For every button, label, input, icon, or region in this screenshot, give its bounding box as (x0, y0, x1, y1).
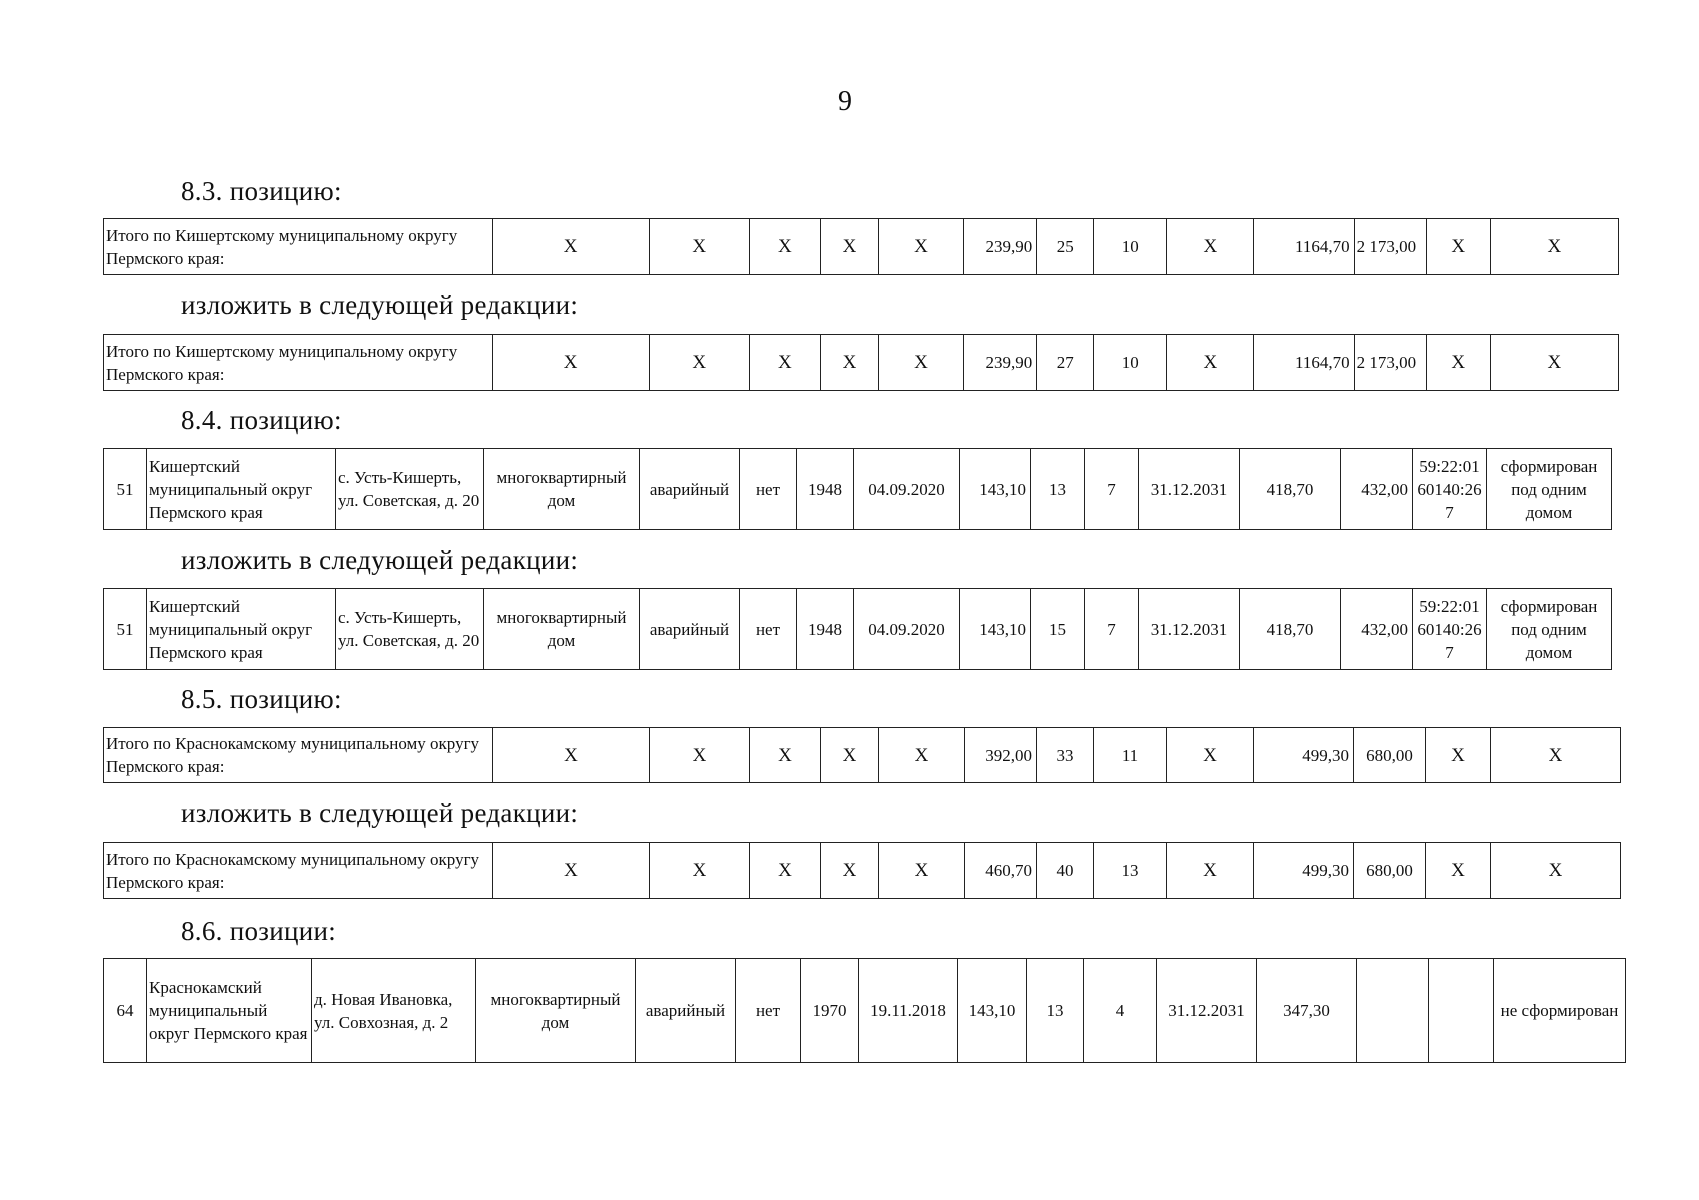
table-row (104, 449, 1612, 530)
cell-address: с. Усть-Кишерть, ул. Советская, д. 20 (336, 449, 484, 530)
table-8-3-new (103, 334, 1619, 391)
cell: X (492, 219, 649, 275)
cell-row-number: 51 (104, 589, 147, 670)
table-row (104, 728, 1621, 783)
cell-value: 499,30 (1254, 843, 1354, 899)
cell-value: 347,30 (1257, 959, 1357, 1063)
table-8-6 (103, 958, 1626, 1063)
cell: X (821, 843, 879, 899)
heading-8-6: 8.6. позиции: (181, 916, 337, 946)
cell-building-type: многоквартирный дом (476, 959, 636, 1063)
cell-total-label: Итого по Кишертскому муниципальному округу Пермского края: (104, 335, 493, 391)
cell-land-status: сформирован под одним домом (1487, 449, 1612, 530)
cell-apartments: 4 (1084, 959, 1157, 1063)
cell-total-label: Итого по Кишертскому муниципальному округу Пермского края: (104, 219, 493, 275)
cell-apartments: 11 (1094, 728, 1167, 783)
cell-date: 04.09.2020 (854, 589, 960, 670)
cell: X (1490, 335, 1618, 391)
cell: X (749, 335, 820, 391)
cell-year: 1948 (797, 589, 854, 670)
cell-land-status: сформирован под одним домом (1487, 589, 1612, 670)
cell: нет (740, 589, 797, 670)
cell-area: 460,70 (965, 843, 1037, 899)
cell: X (1426, 219, 1490, 275)
cell-cadastral-number: 59:22:0160140:267 (1413, 449, 1487, 530)
cell: X (1167, 728, 1254, 783)
cell: X (1167, 843, 1254, 899)
cell-value: 2 173,00 (1354, 335, 1426, 391)
cell-area: 239,90 (964, 335, 1037, 391)
cell-cadastral-number: 59:22:0160140:267 (1413, 589, 1487, 670)
cell-land-status: не сформирован (1494, 959, 1626, 1063)
cell-year: 1948 (797, 449, 854, 530)
cell: X (1491, 843, 1621, 899)
table-8-4-new (103, 588, 1612, 670)
table-row (104, 219, 1619, 275)
cell: X (750, 843, 821, 899)
table-8-3-old (103, 218, 1619, 275)
cell-date: 31.12.2031 (1139, 589, 1240, 670)
cell-apartments: 7 (1085, 589, 1139, 670)
cell: X (650, 728, 750, 783)
cell-value: 1164,70 (1254, 219, 1354, 275)
cell-apartments: 10 (1094, 335, 1167, 391)
cell: X (492, 335, 649, 391)
cell: X (1167, 335, 1254, 391)
table-8-4-old (103, 448, 1612, 530)
heading-8-4-new: изложить в следующей редакции: (181, 545, 579, 575)
cell: нет (736, 959, 801, 1063)
table-8-5-new (103, 842, 1621, 899)
cell-date: 04.09.2020 (854, 449, 960, 530)
table-row (104, 959, 1626, 1063)
cell-area: 143,10 (958, 959, 1027, 1063)
cell: X (649, 335, 749, 391)
cell: нет (740, 449, 797, 530)
cell: X (878, 335, 963, 391)
cell-status: аварийный (636, 959, 736, 1063)
cell: X (1426, 335, 1490, 391)
cell: X (1426, 728, 1491, 783)
cell: X (650, 843, 750, 899)
cell-residents: 13 (1031, 449, 1085, 530)
cell-apartments: 7 (1085, 449, 1139, 530)
cell: X (649, 219, 749, 275)
cell-residents: 40 (1037, 843, 1094, 899)
heading-8-5-new: изложить в следующей редакции: (181, 798, 579, 828)
cell-value: 680,00 (1354, 843, 1426, 899)
cell-area: 392,00 (965, 728, 1037, 783)
cell-total-label: Итого по Краснокамскому муниципальному округу Пермского края: (104, 843, 493, 899)
cell-apartments: 13 (1094, 843, 1167, 899)
heading-8-3: 8.3. позицию: (181, 176, 342, 206)
cell-value: 418,70 (1240, 589, 1341, 670)
heading-8-3-new: изложить в следующей редакции: (181, 290, 579, 320)
cell-address: с. Усть-Кишерть, ул. Советская, д. 20 (336, 589, 484, 670)
cell-address: д. Новая Ивановка, ул. Совхозная, д. 2 (312, 959, 476, 1063)
heading-8-5: 8.5. позицию: (181, 684, 342, 714)
cell-value: 432,00 (1341, 449, 1413, 530)
cell-residents: 33 (1037, 728, 1094, 783)
cell: X (493, 728, 650, 783)
cell-residents: 13 (1027, 959, 1084, 1063)
cell: X (821, 728, 879, 783)
cell-municipality: Кишертский муниципальный округ Пермского края (147, 449, 336, 530)
cell-value: 418,70 (1240, 449, 1341, 530)
table-row (104, 843, 1621, 899)
cell: X (1167, 219, 1254, 275)
cell: X (878, 219, 963, 275)
cell-status: аварийный (640, 449, 740, 530)
table-8-5-old (103, 727, 1621, 783)
cell: X (1490, 219, 1618, 275)
cell-residents: 27 (1037, 335, 1094, 391)
cell-value: 499,30 (1254, 728, 1354, 783)
cell-value: 1164,70 (1254, 335, 1354, 391)
cell: X (493, 843, 650, 899)
table-row (104, 589, 1612, 670)
cell-municipality: Кишертский муниципальный округ Пермского края (147, 589, 336, 670)
cell-total-label: Итого по Краснокамскому муниципальному округу Пермского края: (104, 728, 493, 783)
cell: X (1426, 843, 1491, 899)
cell-apartments: 10 (1094, 219, 1167, 275)
cell: X (1491, 728, 1621, 783)
cell-date: 31.12.2031 (1157, 959, 1257, 1063)
heading-8-4: 8.4. позицию: (181, 405, 342, 435)
cell-area: 143,10 (960, 449, 1031, 530)
cell-value: 680,00 (1354, 728, 1426, 783)
cell: X (879, 843, 965, 899)
cell-date: 31.12.2031 (1139, 449, 1240, 530)
cell-municipality: Краснокамский муниципальный округ Пермского края (147, 959, 312, 1063)
cell-row-number: 64 (104, 959, 147, 1063)
cell: X (749, 219, 820, 275)
cell-value: 2 173,00 (1354, 219, 1426, 275)
cell-residents: 15 (1031, 589, 1085, 670)
cell-building-type: многоквартирный дом (484, 589, 640, 670)
cell: X (820, 219, 878, 275)
cell-cadastral-number (1429, 959, 1494, 1063)
cell-date: 19.11.2018 (859, 959, 958, 1063)
cell: X (750, 728, 821, 783)
cell-building-type: многоквартирный дом (484, 449, 640, 530)
cell-area: 239,90 (964, 219, 1037, 275)
cell-row-number: 51 (104, 449, 147, 530)
cell-residents: 25 (1037, 219, 1094, 275)
cell: X (879, 728, 965, 783)
cell-status: аварийный (640, 589, 740, 670)
table-row (104, 335, 1619, 391)
cell-value: 432,00 (1341, 589, 1413, 670)
page-number: 9 (838, 86, 852, 117)
cell-area: 143,10 (960, 589, 1031, 670)
cell-year: 1970 (801, 959, 859, 1063)
cell-value (1357, 959, 1429, 1063)
cell: X (820, 335, 878, 391)
